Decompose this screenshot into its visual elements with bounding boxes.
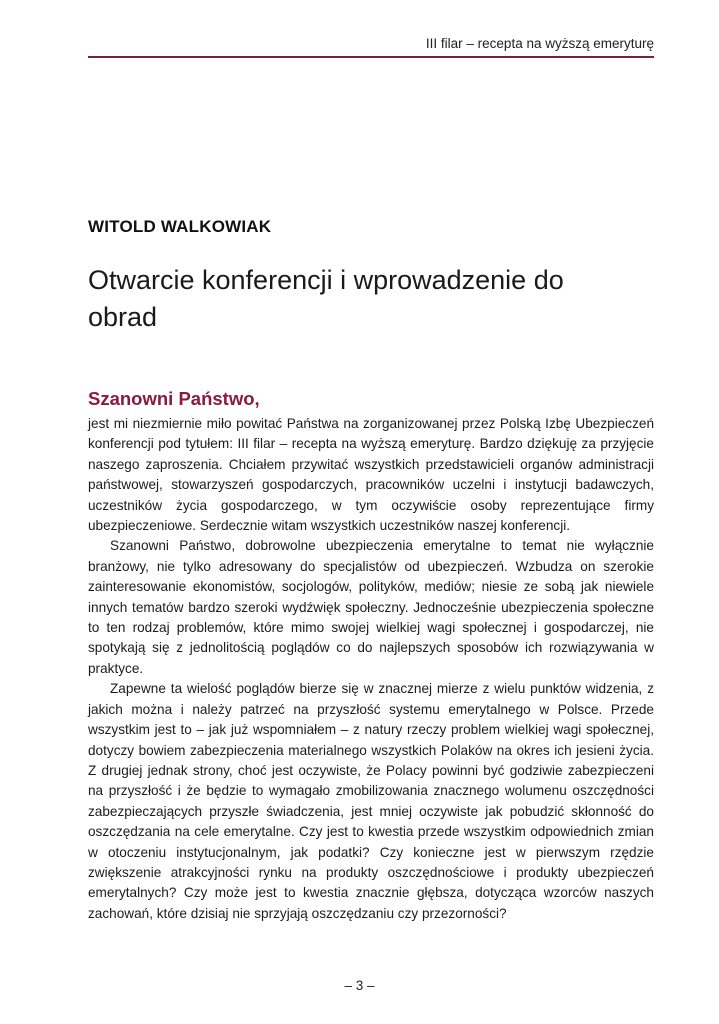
paragraph: Zapewne ta wielość poglądów bierze się w znacznej mierze z wielu punktów widzenia, z jakich można i należy patrzeć na przyszłość systemu emerytalnego w Polsce. Przede wszystkim jest to – jak już wspomniałem – z natury rzeczy problem wielkiej wagi społecznej, dotyczy bowiem zabezpieczenia materialnego wszystkich Polaków na okres ich jesieni życia. Z drugiej jednak strony, choć jest oczywiste, że Polacy powinni być godziwie zabezpieczeni na przyszłość i że będzie to wymagało zmobilizowania znacznego wolumenu oszczędności zabezpieczających przyszłe świadczenia, jest mniej oczywiste jak pobudzić skłonność do oszczędzania na cele emerytalne. Czy jest to kwestia przede wszystkim odpowiednich zmian w otoczeniu instytucjonalnym, jak podatki? Czy konieczne jest w pierwszym rzędzie zwiększenie atrakcyjności rynku na produkty oszczędnościowe i produkty ubezpieczeń emerytalnych? Czy może jest to kwestia znacznie głębsza, dotycząca wzorców naszych zachowań, które dzisiaj nie sprzyjają oszczędzaniu czy przezorności?: [88, 681, 654, 921]
paragraph: jest mi niezmiernie miło powitać Państwa na zorganizowanej przez Polską Izbę Ubezpieczeń konferencji pod tytułem: III filar – recepta na wyższą emeryturę. Bardzo dziękuję za przyjęcie naszego zaproszenia. Chciałem przywitać wszystkich przedstawicieli organów administracji państwowej, stowarzyszeń gospodarczych, pracowników uczelni i instytucji badawczych, uczestników życia gospodarczego, w tym oczywiście osoby reprezentujące firmy ubezpieczeniowe. Serdecznie witam wszystkich uczestników naszej konferencji.: [88, 416, 654, 534]
running-header: III filar – recepta na wyższą emeryturę: [425, 36, 654, 51]
salutation: Szanowni Państwo,: [88, 388, 260, 409]
author-name: WITOLD WALKOWIAK: [88, 217, 272, 236]
paragraph: Szanowni Państwo, dobrowolne ubezpieczenia emerytalne to temat nie wyłącznie branżowy, nie tylko adresowany do specjalistów od ubezpieczeń. Wzbudza on szerokie zainteresowanie ekonomistów, socjologów, polityków, mediów; niesie ze sobą jak niewiele innych tematów bardzo szeroki wydźwięk społeczny. Jednocześnie ubezpieczenia społeczne to ten rodzaj problemów, które mimo swojej wielkiej wagi społecznej i gospodarczej, nie spotykają się z jednolitością poglądów co do najlepszych sposobów ich rozwiązywania w praktyce.: [88, 538, 654, 676]
article-body: [88, 414, 654, 924]
article-title: Otwarcie konferencji i wprowadzenie do obrad: [88, 265, 564, 332]
page-number: – 3 –: [344, 978, 375, 993]
header-rule: [88, 56, 654, 58]
